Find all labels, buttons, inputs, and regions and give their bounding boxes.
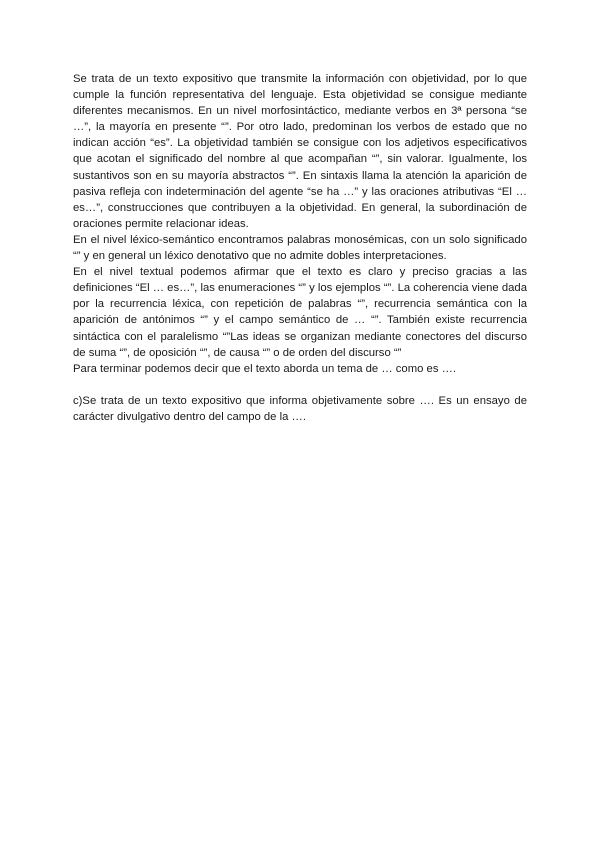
paragraph-morphosyntactic: Se trata de un texto expositivo que transmite la información con objetividad, por lo que cumple la función representativa del lenguaje. Esta objetividad se consigue mediante diferentes mecanismos. En un nivel morfosintáctico, mediante verbos en 3ª persona “se …”, la mayoría en presente “”. Por otro lado, predominan los verbos de estado que no indican acción “es”. La objetividad también se consigue con los adjetivos especificativos que acotan el significado del nombre al que acompañan “”, sin valorar. Igualmente, los sustantivos son en su mayoría abstractos “”. En sintaxis llama la atención la aparición de pasiva refleja con indeterminación del agente “se ha …” y las oraciones atributivas “El … es…”, construcciones que contribuyen a la objetividad. En general, la subordinación de oraciones permite relacionar ideas.: [73, 73, 527, 230]
paragraph-spacer: [73, 377, 527, 393]
document-body: [73, 71, 527, 425]
paragraph-lexical-semantic: En el nivel léxico-semántico encontramos palabras monosémicas, con un solo significado “” y en general un léxico denotativo que no admite dobles interpretaciones.: [73, 233, 527, 263]
paragraph-conclusion: Para terminar podemos decir que el texto aborda un tema de … como es ….: [73, 362, 457, 375]
paragraph-textual-level: En el nivel textual podemos afirmar que el texto es claro y preciso gracias a las definiciones “El … es…”, las enumeraciones “” y los ejemplos “”. La coherencia viene dada por la recurrencia léxica, con repetición de palabras “”, recurrencia semántica con la aparición de antónimos “” y el campo semántico de … “”. También existe recurrencia sintáctica con el paralelismo “”Las ideas se organizan mediante conectores del discurso de suma “”, de oposición “”, de causa “” o de orden del discurso “”: [73, 266, 527, 359]
paragraph-section-c: c)Se trata de un texto expositivo que informa objetivamente sobre …. Es un ensayo de carácter divulgativo dentro del campo de la ….: [73, 394, 527, 423]
